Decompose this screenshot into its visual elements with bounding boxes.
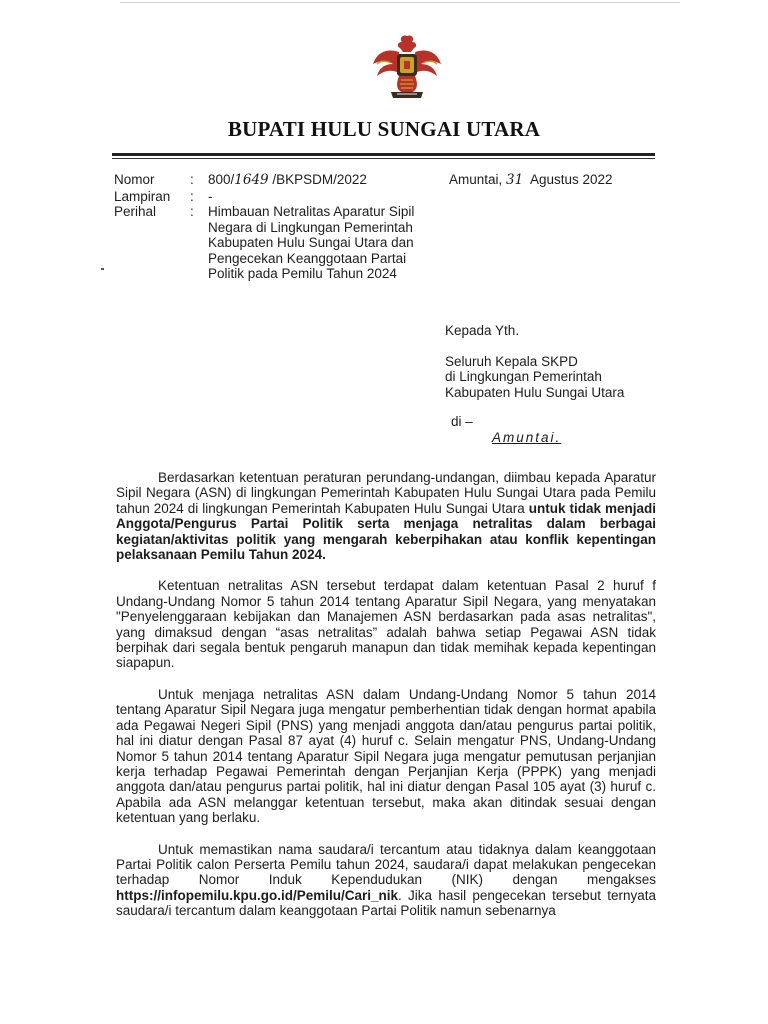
colon: : — [190, 172, 194, 187]
date-day-handwritten: 31 — [506, 172, 524, 188]
lampiran-value: - — [208, 188, 213, 204]
body-paragraph-2: Ketentuan netralitas ASN tersebut terdapat dalam ketentuan Pasal 2 huruf f Undang-Undang Nomor 5 tahun 2014 tentang Aparatur Sipil Negara, yang menyatakan "Penyelenggaraan kebijakan dan Manajemen ASN berdasarkan pada asas netralitas", yang dimaksud dengan “asas netralitas” adalah bahwa setiap Pegawai ASN tidak berpihak dari segala bentuk pengaruh manapun dan tidak memihak kepada kepentingan siapapun. — [116, 578, 656, 671]
body-paragraph-4 — [116, 842, 656, 919]
recipient-city: Amuntai. — [492, 430, 562, 445]
nomor-value — [208, 172, 428, 189]
colon: : — [190, 204, 194, 219]
spacer — [445, 339, 624, 354]
lampiran-row — [114, 189, 428, 205]
nomor-prefix: 800/ — [208, 172, 235, 187]
body-paragraph-1 — [116, 470, 656, 562]
header-rule-thick — [112, 153, 655, 156]
recipient-line: di Lingkungan Pemerintah — [445, 369, 602, 384]
scan-speck — [101, 268, 104, 270]
body-paragraph-3: Untuk menjaga netralitas ASN dalam Undang-Undang Nomor 5 tahun 2014 tentang Aparatur Sipil Negara juga mengatur pemberhentian tidak dengan hormat apabila ada Pegawai Negeri Sipil (PNS) yang menjadi anggota dan/atau pengurus partai politik, hal ini diatur dengan Pasal 87 ayat (4) huruf c. Selain mengatur PNS, Undang-Undang Nomor 5 tahun 2014 tentang Aparatur Sipil Negara juga mengatur pemutusan perjanjian kerja terhadap Pegawai Pemerintah dengan Perjanjian Kerja (PPPK) yang menjadi anggota dan/atau pengurus partai politik, hal ini diatur dengan Pasal 105 ayat (3) huruf c. Apabila ada ASN melanggar ketentuan tersebut, maka akan ditindak sesuai dengan ketentuan yang berlaku. — [116, 686, 656, 826]
garuda-emblem-icon — [369, 30, 445, 102]
perihal-value: Himbauan Netralitas Aparatur Sipil Negara di Lingkungan Pemerintah Kabupaten Hulu Sungai Utara dan Pengecekan Keanggotaan Partai Politik pada Pemilu Tahun 2024 — [208, 204, 415, 281]
letter-date — [449, 172, 613, 189]
date-month-year: Agustus 2022 — [523, 172, 613, 187]
letter-title: BUPATI HULU SUNGAI UTARA — [227, 117, 541, 141]
p4-text-cont: . Jika hasil pengecekan tersebut ternyata saudara/i tercantum dalam keanggotaan Partai Politik namun sebenarnya — [116, 887, 656, 919]
date-place: Amuntai, — [449, 172, 507, 187]
colon: : — [190, 188, 194, 204]
p4-text: Untuk memastikan nama saudara/i tercantum atau tidaknya dalam keanggotaan Partai Politik calon Perserta Pemilu tahun 2024, saudara/i dapat melakukan pengecekan terhadap Nomor Induk Kependudukan (NIK) dengan mengakses — [116, 841, 656, 888]
nomor-handwritten: 1649 — [234, 172, 269, 188]
header-rule-thin — [112, 158, 655, 159]
scan-edge-line — [120, 2, 680, 3]
recipient-line: Seluruh Kepala SKPD — [445, 353, 578, 369]
nomor-suffix: /BKPSDM/2022 — [268, 172, 367, 187]
lampiran-label: Lampiran — [114, 188, 171, 204]
letter-body — [116, 470, 656, 935]
letter-meta — [114, 172, 428, 282]
recipient-line: Kabupaten Hulu Sungai Utara — [445, 384, 625, 400]
recipient-di: di – — [451, 414, 473, 429]
perihal-row — [114, 204, 428, 282]
kpu-link[interactable]: https://infopemilu.kpu.go.id/Pemilu/Cari_nik — [116, 887, 399, 903]
nomor-label: Nomor — [114, 172, 155, 187]
p1-text: Berdasarkan ketentuan peraturan perundang-undangan, diimbau kepada Aparatur Sipil Negara (ASN) di lingkungan Pemerintah Kabupaten Hulu Sungai Utara pada Pemilu tahun 2024 di lingkungan Pemerintah Kabupaten Hulu Sungai Utara — [116, 470, 656, 516]
perihal-label: Perihal — [114, 204, 157, 219]
recipient-greeting: Kepada Yth. — [445, 323, 520, 338]
recipient-block — [445, 323, 624, 400]
nomor-row — [114, 172, 428, 189]
p1-bold-text: untuk tidak menjadi Anggota/Pengurus Partai Politik serta menjaga netralitas dalam berbagai kegiatan/aktivitas politik yang mengarah keberpihakan atau konflik kepentingan pelaksanaan Pemilu Tahun 2024. — [116, 500, 656, 563]
